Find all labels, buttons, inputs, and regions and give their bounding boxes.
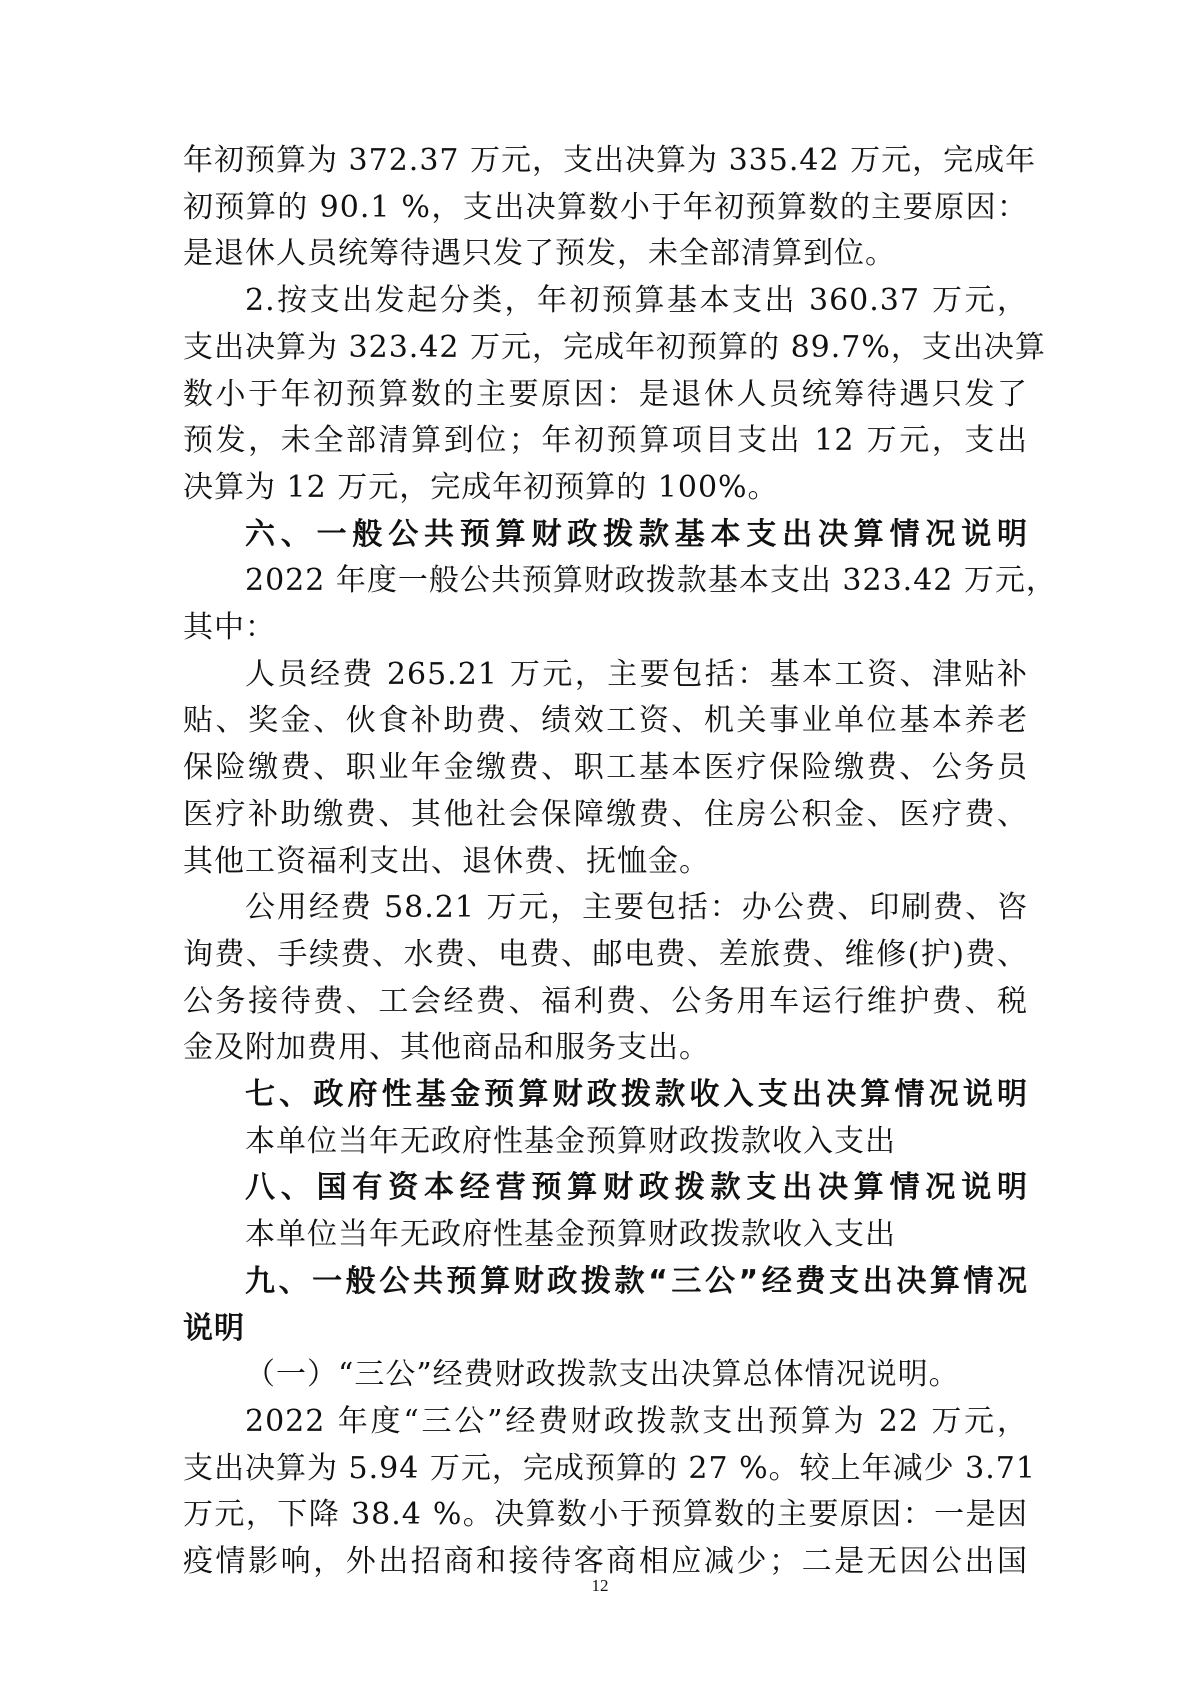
text-line: 年初预算为 372.37 万元，支出决算为 335.42 万元，完成年 xyxy=(183,143,1037,178)
section-heading-9-continued: 说明 xyxy=(183,1310,245,1346)
text-line: 贴、奖金、伙食补助费、绩效工资、机关事业单位基本养老 xyxy=(183,703,1028,739)
text-line: 2022 年度“三公”经费财政拨款支出预算为 22 万元， xyxy=(245,1403,1028,1439)
text-line: 决算为 12 万元，完成年初预算的 100%。 xyxy=(183,469,779,505)
section-heading-8: 八、国有资本经营预算财政拨款支出决算情况说明 xyxy=(245,1170,1028,1206)
text-line: 支出决算为 323.42 万元，完成年初预算的 89.7%，支出决算 xyxy=(183,329,1046,365)
text-line: 人员经费 265.21 万元，主要包括：基本工资、津贴补 xyxy=(245,656,1028,692)
body-text xyxy=(183,138,1057,1586)
text-line: 万元，下降 38.4 %。决算数小于预算数的主要原因：一是因 xyxy=(183,1497,1028,1533)
text-line: 其中： xyxy=(183,610,276,646)
text-line: 本单位当年无政府性基金预算财政拨款收入支出 xyxy=(245,1123,896,1159)
text-line: 本单位当年无政府性基金预算财政拨款收入支出 xyxy=(245,1217,896,1253)
text-line: 初预算的 90.1 %，支出决算数小于年初预算数的主要原因： xyxy=(183,189,1028,225)
text-line: 2.按支出发起分类，年初预算基本支出 360.37 万元， xyxy=(245,283,1028,319)
text-line: 询费、手续费、水费、电费、邮电费、差旅费、维修(护)费、 xyxy=(183,936,1028,972)
text-line: 保险缴费、职业年金缴费、职工基本医疗保险缴费、公务员 xyxy=(183,750,1028,786)
text-line: 其他工资福利支出、退休费、抚恤金。 xyxy=(183,843,710,879)
section-heading-9: 九、一般公共预算财政拨款“三公”经费支出决算情况 xyxy=(245,1263,1028,1299)
text-line: 公用经费 58.21 万元，主要包括：办公费、印刷费、咨 xyxy=(245,890,1028,926)
text-line: 数小于年初预算数的主要原因：是退休人员统筹待遇只发了 xyxy=(183,376,1028,412)
text-line: 疫情影响，外出招商和接待客商相应减少；二是无因公出国 xyxy=(183,1544,1028,1580)
text-line: 是退休人员统筹待遇只发了预发，未全部清算到位。 xyxy=(183,236,896,272)
text-line: 公务接待费、工会经费、福利费、公务用车运行维护费、税 xyxy=(183,983,1028,1019)
text-line: 支出决算为 5.94 万元，完成预算的 27 %。较上年减少 3.71 xyxy=(183,1450,1036,1486)
text-line: 预发，未全部清算到位；年初预算项目支出 12 万元，支出 xyxy=(183,423,1028,459)
text-line: 医疗补助缴费、其他社会保障缴费、住房公积金、医疗费、 xyxy=(183,796,1028,832)
text-line: 2022 年度一般公共预算财政拨款基本支出 323.42 万元， xyxy=(245,563,1057,599)
section-heading-6: 六、一般公共预算财政拨款基本支出决算情况说明 xyxy=(245,516,1028,552)
section-heading-7: 七、政府性基金预算财政拨款收入支出决算情况说明 xyxy=(245,1077,1028,1113)
text-line: 金及附加费用、其他商品和服务支出。 xyxy=(183,1030,710,1066)
subsection-heading: （一）“三公”经费财政拨款支出决算总体情况说明。 xyxy=(245,1357,960,1393)
page-number: 12 xyxy=(591,1576,609,1595)
